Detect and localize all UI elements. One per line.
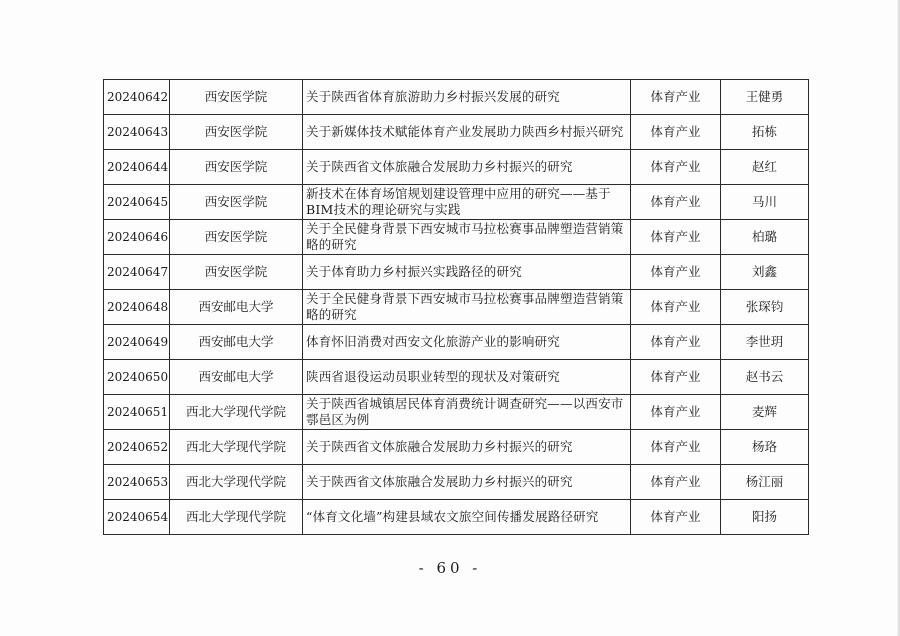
project-title-cell: 关于陕西省文体旅融合发展助力乡村振兴的研究: [303, 150, 631, 185]
leader-name-cell: 拓栋: [721, 115, 809, 150]
project-id-cell: 20240649: [104, 325, 170, 360]
school-cell: 西安医学院: [170, 150, 303, 185]
school-cell: 西安医学院: [170, 255, 303, 290]
table-row: [104, 465, 809, 500]
school-cell: 西安医学院: [170, 185, 303, 220]
leader-name-cell: 赵书云: [721, 360, 809, 395]
project-id-cell: 20240652: [104, 430, 170, 465]
project-id-cell: 20240642: [104, 80, 170, 115]
category-cell: 体育产业: [631, 395, 721, 430]
leader-name-cell: 杨珞: [721, 430, 809, 465]
leader-name-cell: 李世玥: [721, 325, 809, 360]
project-title-cell: “体育文化墙”构建县域农文旅空间传播发展路径研究: [303, 500, 631, 535]
leader-name-cell: 杨江丽: [721, 465, 809, 500]
project-id-cell: 20240646: [104, 220, 170, 255]
table-row: [104, 255, 809, 290]
project-id-cell: 20240648: [104, 290, 170, 325]
category-cell: 体育产业: [631, 220, 721, 255]
school-cell: 西安医学院: [170, 80, 303, 115]
project-title-cell: 陕西省退役运动员职业转型的现状及对策研究: [303, 360, 631, 395]
leader-name-cell: 阳扬: [721, 500, 809, 535]
category-cell: 体育产业: [631, 500, 721, 535]
project-id-cell: 20240654: [104, 500, 170, 535]
category-cell: 体育产业: [631, 325, 721, 360]
project-title-cell: 关于新媒体技术赋能体育产业发展助力陕西乡村振兴研究: [303, 115, 631, 150]
table-row: [104, 430, 809, 465]
project-title-cell: 关于体育助力乡村振兴实践路径的研究: [303, 255, 631, 290]
table-row: [104, 360, 809, 395]
project-id-cell: 20240653: [104, 465, 170, 500]
project-title-cell: 关于陕西省文体旅融合发展助力乡村振兴的研究: [303, 430, 631, 465]
table-row: [104, 500, 809, 535]
category-cell: 体育产业: [631, 150, 721, 185]
project-title-cell: 关于全民健身背景下西安城市马拉松赛事品牌塑造营销策略的研究: [303, 220, 631, 255]
project-table: [103, 79, 809, 535]
leader-name-cell: 赵红: [721, 150, 809, 185]
project-title-cell: 关于全民健身背景下西安城市马拉松赛事品牌塑造营销策略的研究: [303, 290, 631, 325]
school-cell: 西北大学现代学院: [170, 500, 303, 535]
table-row: [104, 115, 809, 150]
table-row: [104, 325, 809, 360]
category-cell: 体育产业: [631, 360, 721, 395]
page-number: - 60 -: [418, 559, 482, 577]
table-body: [104, 80, 809, 535]
project-id-cell: 20240651: [104, 395, 170, 430]
school-cell: 西安医学院: [170, 220, 303, 255]
project-id-cell: 20240645: [104, 185, 170, 220]
school-cell: 西安邮电大学: [170, 290, 303, 325]
table-row: [104, 220, 809, 255]
project-id-cell: 20240643: [104, 115, 170, 150]
school-cell: 西北大学现代学院: [170, 430, 303, 465]
category-cell: 体育产业: [631, 465, 721, 500]
category-cell: 体育产业: [631, 255, 721, 290]
category-cell: 体育产业: [631, 290, 721, 325]
leader-name-cell: 王健勇: [721, 80, 809, 115]
school-cell: 西安邮电大学: [170, 360, 303, 395]
school-cell: 西北大学现代学院: [170, 465, 303, 500]
leader-name-cell: 刘鑫: [721, 255, 809, 290]
table-row: [104, 150, 809, 185]
project-title-cell: 新技术在体育场馆规划建设管理中应用的研究——基于BIM技术的理论研究与实践: [303, 185, 631, 220]
project-id-cell: 20240650: [104, 360, 170, 395]
leader-name-cell: 麦辉: [721, 395, 809, 430]
project-id-cell: 20240647: [104, 255, 170, 290]
project-title-cell: 关于陕西省文体旅融合发展助力乡村振兴的研究: [303, 465, 631, 500]
category-cell: 体育产业: [631, 115, 721, 150]
table-row: [104, 290, 809, 325]
table-row: [104, 80, 809, 115]
category-cell: 体育产业: [631, 185, 721, 220]
leader-name-cell: 马川: [721, 185, 809, 220]
school-cell: 西北大学现代学院: [170, 395, 303, 430]
table-row: [104, 395, 809, 430]
project-title-cell: 关于陕西省体育旅游助力乡村振兴发展的研究: [303, 80, 631, 115]
category-cell: 体育产业: [631, 80, 721, 115]
project-title-cell: 关于陕西省城镇居民体育消费统计调查研究——以西安市鄠邑区为例: [303, 395, 631, 430]
category-cell: 体育产业: [631, 430, 721, 465]
leader-name-cell: 柏璐: [721, 220, 809, 255]
school-cell: 西安邮电大学: [170, 325, 303, 360]
school-cell: 西安医学院: [170, 115, 303, 150]
project-title-cell: 体育怀旧消费对西安文化旅游产业的影响研究: [303, 325, 631, 360]
project-id-cell: 20240644: [104, 150, 170, 185]
table-row: [104, 185, 809, 220]
leader-name-cell: 张琛钧: [721, 290, 809, 325]
